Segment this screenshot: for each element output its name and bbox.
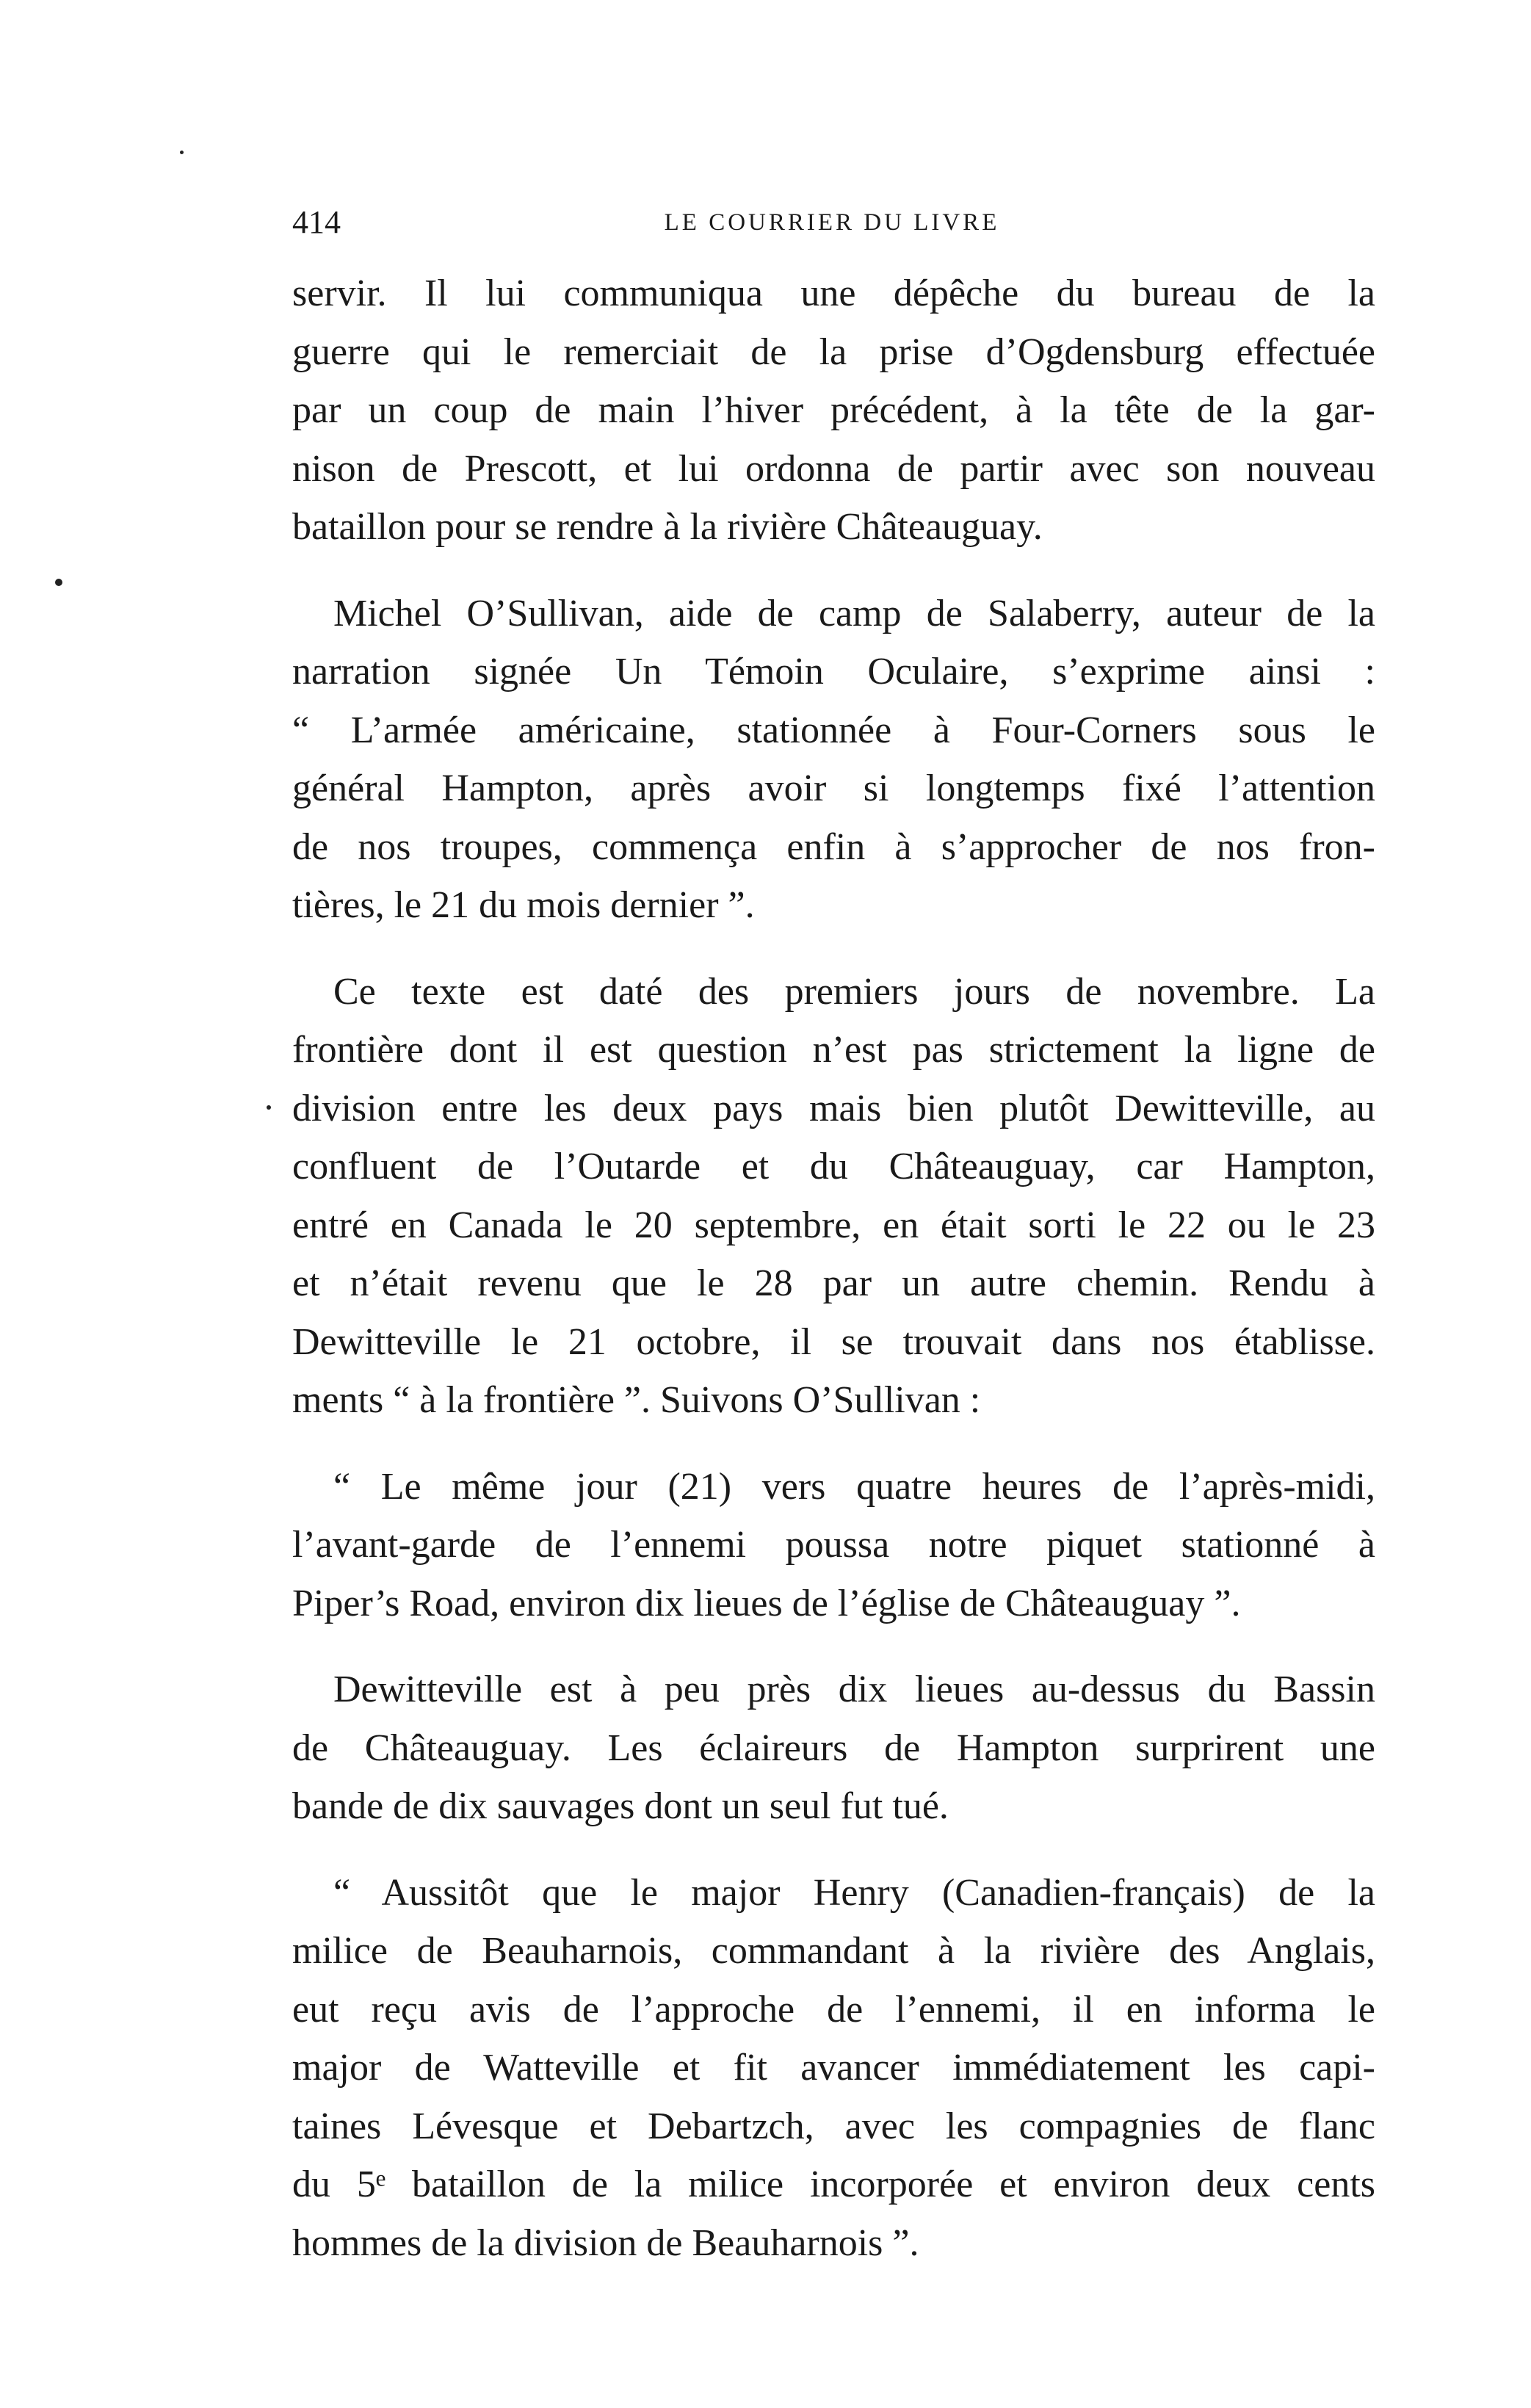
scan-speck — [55, 579, 62, 586]
paragraph-3 — [292, 963, 1375, 1430]
scan-speck — [180, 151, 184, 154]
text-line: Dewitteville le 21 octobre, il se trouvait dans nos établisse. — [292, 1320, 1375, 1363]
text-line: servir. Il lui communiqua une dépêche du bureau de la — [292, 272, 1375, 314]
text-line: Dewitteville est à peu près dix lieues au-dessus du Bassin — [333, 1668, 1375, 1710]
text-line: et n’était revenu que le 28 par un autre chemin. Rendu à — [292, 1262, 1375, 1304]
text-line: nison de Prescott, et lui ordonna de partir avec son nouveau — [292, 447, 1375, 490]
text-line: “ Le même jour (21) vers quatre heures de l’après-midi, — [333, 1465, 1375, 1508]
text-line: bataillon pour se rendre à la rivière Châteauguay. — [292, 506, 1043, 548]
text-line: confluent de l’Outarde et du Châteauguay, car Hampton, — [292, 1146, 1375, 1187]
text-line: hommes de la division de Beauharnois ”. — [292, 2221, 919, 2264]
text-line: guerre qui le remerciait de la prise d’Ogdensburg effectuée — [292, 330, 1375, 373]
text-line: de Châteauguay. Les éclaireurs de Hampton surprirent une — [292, 1727, 1375, 1769]
text-line: Ce texte est daté des premiers jours de novembre. La — [333, 970, 1375, 1013]
text-line: entré en Canada le 20 septembre, en était sorti le 22 ou le 23 — [292, 1204, 1375, 1246]
text-line: tières, le 21 du mois dernier ”. — [292, 884, 755, 926]
paragraph-5 — [292, 1660, 1375, 1836]
running-title: LE COURRIER DU LIVRE — [664, 209, 1000, 236]
body-text — [292, 264, 1375, 2272]
page-header — [292, 197, 1372, 248]
text-line: Piper’s Road, environ dix lieues de l’église de Châteauguay ”. — [292, 1582, 1241, 1624]
text-line: frontière dont il est question n’est pas strictement la ligne de — [292, 1029, 1375, 1071]
text-line: major de Watteville et fit avancer immédiatement les capi- — [292, 2047, 1375, 2089]
text-line: division entre les deux pays mais bien plutôt Dewitteville, au — [292, 1087, 1375, 1129]
text-line: Michel O’Sullivan, aide de camp de Salaberry, auteur de la — [333, 592, 1375, 634]
text-line: narration signée Un Témoin Oculaire, s’exprime ainsi : — [292, 651, 1375, 693]
text-line: “ Aussitôt que le major Henry (Canadien-français) de la — [333, 1871, 1375, 1914]
text-line: général Hampton, après avoir si longtemps fixé l’attention — [292, 767, 1375, 809]
text-line: de nos troupes, commença enfin à s’approcher de nos fron- — [292, 825, 1375, 868]
text-line: taines Lévesque et Debartzch, avec les compagnies de flanc — [292, 2105, 1375, 2147]
text-line: ments “ à la frontière ”. Suivons O’Sullivan : — [292, 1379, 981, 1421]
text-line: par un coup de main l’hiver précédent, à la tête de la gar- — [292, 389, 1375, 431]
text-line: eut reçu avis de l’approche de l’ennemi, il en informa le — [292, 1988, 1375, 2031]
page-number: 414 — [292, 204, 341, 240]
text-line: “ L’armée américaine, stationnée à Four-Corners sous le — [292, 709, 1375, 751]
paragraph-2 — [292, 585, 1375, 935]
text-line: milice de Beauharnois, commandant à la rivière des Anglais, — [292, 1930, 1375, 1972]
paragraph-1 — [292, 264, 1375, 557]
text-line: l’avant-garde de l’ennemi poussa notre piquet stationné à — [292, 1524, 1375, 1566]
paragraph-6 — [292, 1864, 1375, 2273]
scan-speck — [267, 1105, 271, 1110]
paragraph-4 — [292, 1458, 1375, 1633]
text-line: du 5ᵉ bataillon de la milice incorporée et environ deux cents — [292, 2163, 1375, 2205]
text-line: bande de dix sauvages dont un seul fut tué. — [292, 1785, 949, 1827]
